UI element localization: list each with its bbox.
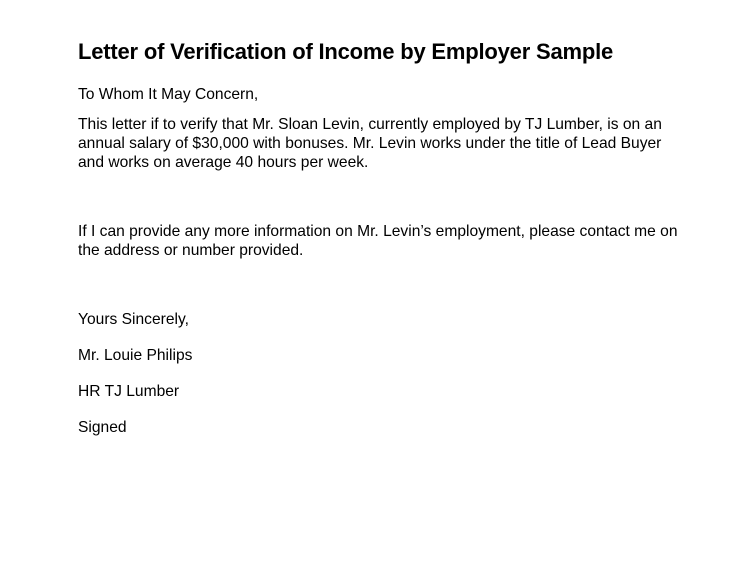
closing: Yours Sincerely, [78,311,189,328]
salutation: To Whom It May Concern, [78,86,259,103]
signer-title: HR TJ Lumber [78,383,180,400]
letter-title: Letter of Verification of Income by Employer Sample [78,39,614,64]
verification-paragraph: This letter if to verify that Mr. Sloan Levin, currently employed by TJ Lumber, is on an annual salary of $30,000 with bonuses. Mr. Levin works under the title of Lead Buyer and works on average 40 hours per week. [78,116,662,171]
contact-paragraph: If I can provide any more information on Mr. Levin’s employment, please contact me on the address or number provided. [78,223,678,259]
signer-name: Mr. Louie Philips [78,347,193,364]
signed-label: Signed [78,419,127,436]
